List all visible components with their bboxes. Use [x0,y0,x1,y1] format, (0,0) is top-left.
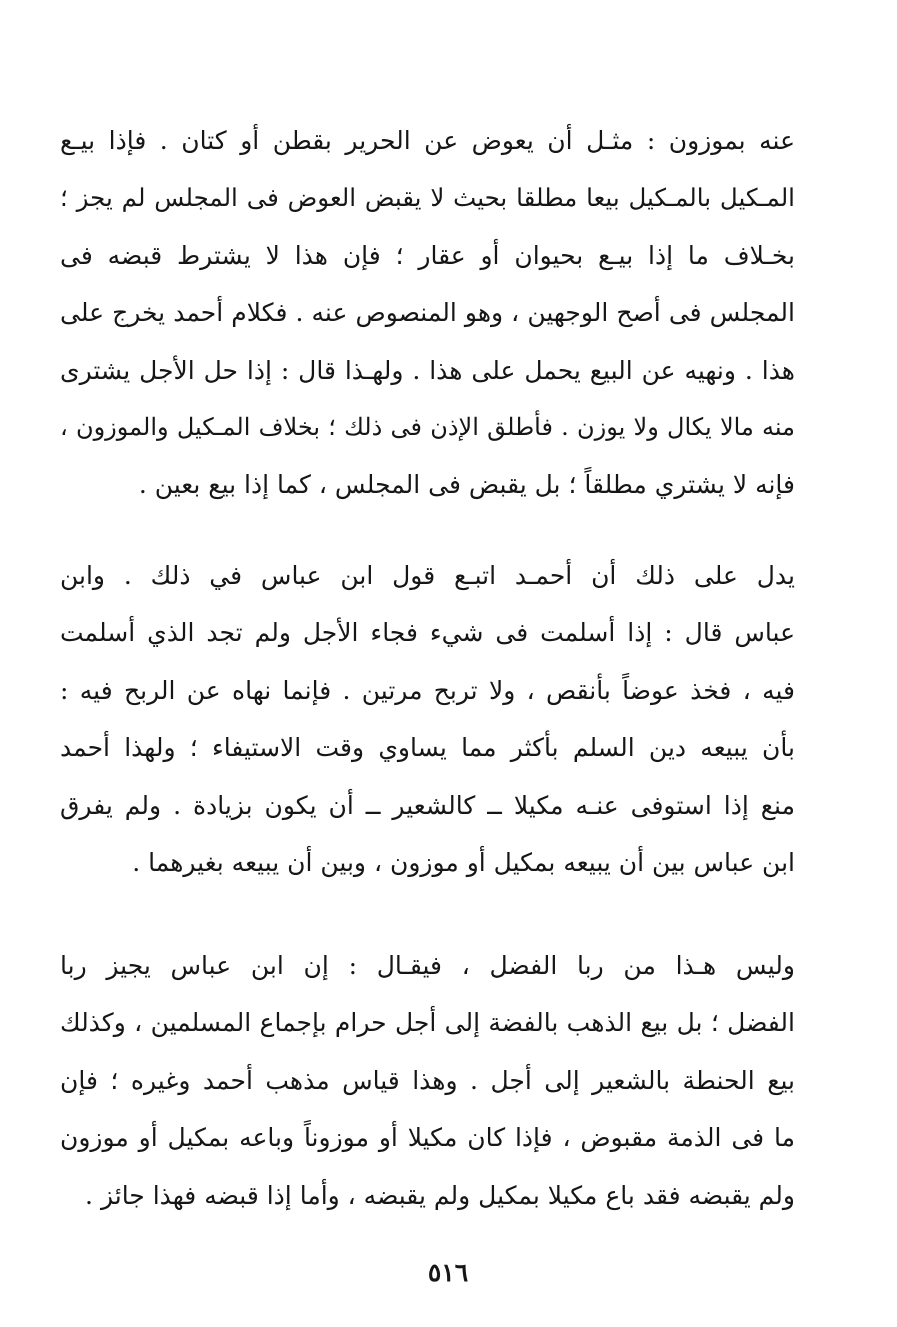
paragraph-3 [60,937,795,1224]
text-line: عنه بموزون : مثـل أن يعوض عن الحرير بقطن أو كتان . فإذا بيـع [60,126,795,155]
text-line: بيع الحنطة بالشعير إلى أجل . وهذا قياس مذهب أحمد وغيره ؛ فإن [60,1065,795,1095]
text-line: المجلس فى أصح الوجهين ، وهو المنصوص عنه . فكلام أحمد يخرج على [60,298,795,328]
text-line: المـكيل بالمـكيل بيعا مطلقا بحيث لا يقبض العوض فى المجلس لم يجز ؛ [60,183,795,213]
text-line: منع إذا استوفى عنـه مكيلا ــ كالشعير ــ أن يكون بزيادة . ولم يفرق [60,790,795,820]
text-line: وليس هـذا من ربا الفضل ، فيقـال : إن ابن عباس يجيز ربا [60,951,795,980]
text-line: ولم يقبضه فقد باع مكيلا بمكيل ولم يقبضه ، وأما إذا قبضه فهذا جائز . [85,1180,795,1210]
text-line: هذا . ونهيه عن البيع يحمل على هذا . ولهـذا قال : إذا حل الأجل يشترى [60,355,795,385]
text-line: الفضل ؛ بل بيع الذهب بالفضة إلى أجل حرام بإجماع المسلمين ، وكذلك [60,1008,795,1038]
paragraph-2 [60,547,795,891]
text-line: بأن يبيعه دين السلم بأكثر مما يساوي وقت الاستيفاء ؛ ولهذا أحمد [60,733,795,763]
text-line: فيه ، فخذ عوضاً بأنقص ، ولا تربح مرتين . فإنما نهاه عن الربح فيه : [60,675,795,705]
text-line: عباس قال : إذا أسلمت فى شيء فجاء الأجل ولم تجد الذي أسلمت [60,618,795,648]
paragraph-1 [60,112,795,514]
text-line: منه مالا يكال ولا يوزن . فأطلق الإذن فى ذلك ؛ بخلاف المـكيل والموزون ، [60,412,795,441]
text-line: فإنه لا يشتري مطلقاً ؛ بل يقبض فى المجلس ، كما إذا بيع بعين . [138,470,795,500]
text-line: ابن عباس بين أن يبيعه بمكيل أو موزون ، وبين أن يبيعه بغيرهما . [132,847,795,877]
text-line: بخـلاف ما إذا بيـع بحيوان أو عقار ؛ فإن هذا لا يشترط قبضه فى [60,240,795,270]
page-number: ٥١٦ [427,1258,469,1287]
text-line: ما فى الذمة مقبوض ، فإذا كان مكيلا أو موزوناً وباعه بمكيل أو موزون [60,1123,795,1153]
text-line: يدل على ذلك أن أحمـد اتبـع قول ابن عباس في ذلك . وابن [60,561,795,590]
